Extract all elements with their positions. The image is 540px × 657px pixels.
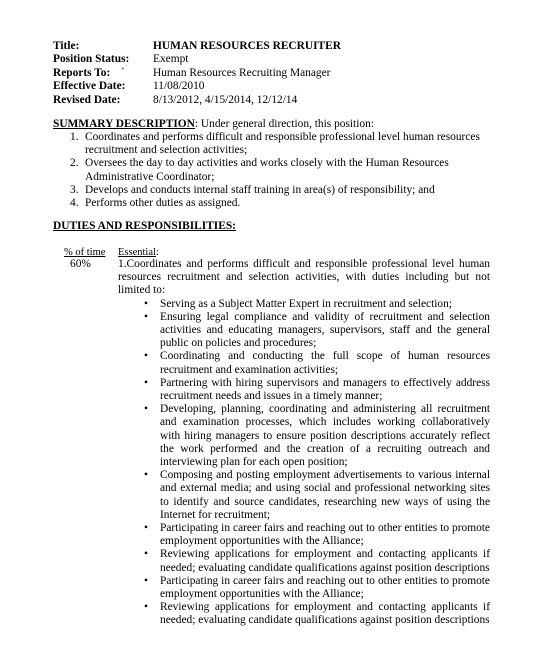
duty-bullet-item [118, 350, 490, 376]
duty-bullet-item [118, 377, 490, 403]
bullet-icon: • [144, 548, 148, 561]
duty-bullet-item [118, 575, 490, 601]
bullet-icon: • [144, 403, 148, 416]
effective-date-value: 11/08/2010 [153, 80, 205, 93]
reports-to-value: Human Resources Recruiting Manager [153, 66, 331, 79]
summary-item [70, 131, 490, 157]
duty-bullet-text: Ensuring legal compliance and validity of recruitment and selection activities and educating managers, supervisors, staff and the general public on policies and procedures; [160, 310, 490, 350]
duty-bullet-text: Participating in career fairs and reaching out to other entities to promote employment opportunities with the Alliance; [160, 574, 490, 601]
bullet-icon: • [144, 297, 148, 310]
revised-date-label: Revised Date: [53, 93, 121, 106]
duty-bullet-item [118, 311, 490, 351]
bullet-icon: • [144, 522, 148, 535]
summary-item-text: Oversees the day to day activities and works closely with the Human Resources Administrative Coordinator; [85, 157, 449, 183]
essential-header-colon: : [155, 247, 159, 258]
bullet-icon: • [144, 601, 148, 614]
summary-item [70, 184, 490, 197]
summary-item-text: Performs other duties as assigned. [85, 197, 241, 210]
duty-bullet-item [118, 469, 490, 522]
summary-item-number: 1. [70, 131, 79, 143]
summary-heading: SUMMARY DESCRIPTION [53, 118, 195, 130]
essential-duties [118, 258, 490, 628]
duty-bullet-item [118, 601, 490, 627]
title-label: Title: [53, 40, 80, 52]
revised-date-value: 8/13/2012, 4/15/2014, 12/12/14 [153, 93, 298, 106]
duties-heading: DUTIES AND RESPONSIBILITIES: [53, 220, 236, 232]
duties-bullet-list [118, 298, 490, 628]
bullet-icon: • [144, 376, 148, 389]
bullet-icon: • [144, 574, 148, 587]
effective-date-label: Effective Date: [53, 80, 126, 93]
duty-bullet-text: Serving as a Subject Matter Expert in recruitment and selection; [160, 297, 452, 310]
position-status-label: Position Status: [53, 53, 130, 66]
duty-bullet-text: Partnering with hiring supervisors and managers to effectively address recruitment needs and issues in a timely manner; [160, 376, 490, 403]
essential-intro: 1.Coordinates and performs difficult and responsible professional level human resources recruitment and selection activities, with duties including but not limited to: [118, 258, 490, 297]
position-status-value: Exempt [153, 53, 189, 66]
bullet-icon: • [144, 310, 148, 323]
duty-bullet-text: Developing, planning, coordinating and administering all recruitment and examination processes, which includes working collaboratively with hiring managers to ensure position descriptions accurately reflect the work performed and the creation of a recruiting outreach and interviewing plan for each open position; [160, 403, 490, 469]
duty-bullet-text: Reviewing applications for employment and contacting applicants if needed; evaluating candidate qualifications against position descriptions [160, 548, 490, 574]
essential-header: Essential [118, 247, 156, 258]
bullet-icon: • [144, 469, 148, 482]
summary-item-text: Coordinates and performs difficult and responsible professional level human resources recruitment and selection activities; [85, 131, 480, 157]
stray-backtick: ` [121, 66, 125, 79]
duty-bullet-text: Participating in career fairs and reaching out to other entities to promote employment opportunities with the Alliance; [160, 522, 490, 548]
summary-item-number: 3. [70, 183, 79, 196]
summary-item [70, 157, 490, 183]
summary-item-number: 2. [70, 157, 79, 170]
title-value: HUMAN RESOURCES RECRUITER [153, 40, 341, 52]
bullet-icon: • [144, 350, 148, 363]
summary-item-text: Develops and conducts internal staff training in area(s) of responsibility; and [85, 183, 435, 196]
summary-item [70, 197, 490, 210]
reports-to-label: Reports To: [53, 66, 111, 79]
summary-item-number: 4. [70, 197, 79, 210]
duty-bullet-item [118, 298, 490, 311]
summary-lead: : Under general direction, this position: [194, 118, 374, 130]
percent-value: 60% [70, 258, 91, 270]
duty-bullet-item [118, 522, 490, 548]
percent-time-header: % of time [64, 247, 106, 258]
summary-heading-line [53, 118, 374, 131]
duty-bullet-text: Composing and posting employment advertisements to various internal and external media; and using social and professional networking sites to identify and source candidates, researching new ways of using the Internet for recruitment; [160, 469, 490, 521]
duty-bullet-item [118, 548, 490, 574]
duty-bullet-item [118, 403, 490, 469]
duty-bullet-text: Coordinating and conducting the full scope of human resources recruitment and examination activities; [160, 350, 490, 376]
duty-bullet-text: Reviewing applications for employment and contacting applicants if needed; evaluating candidate qualifications against position descriptions [160, 601, 490, 627]
summary-list [70, 131, 490, 210]
